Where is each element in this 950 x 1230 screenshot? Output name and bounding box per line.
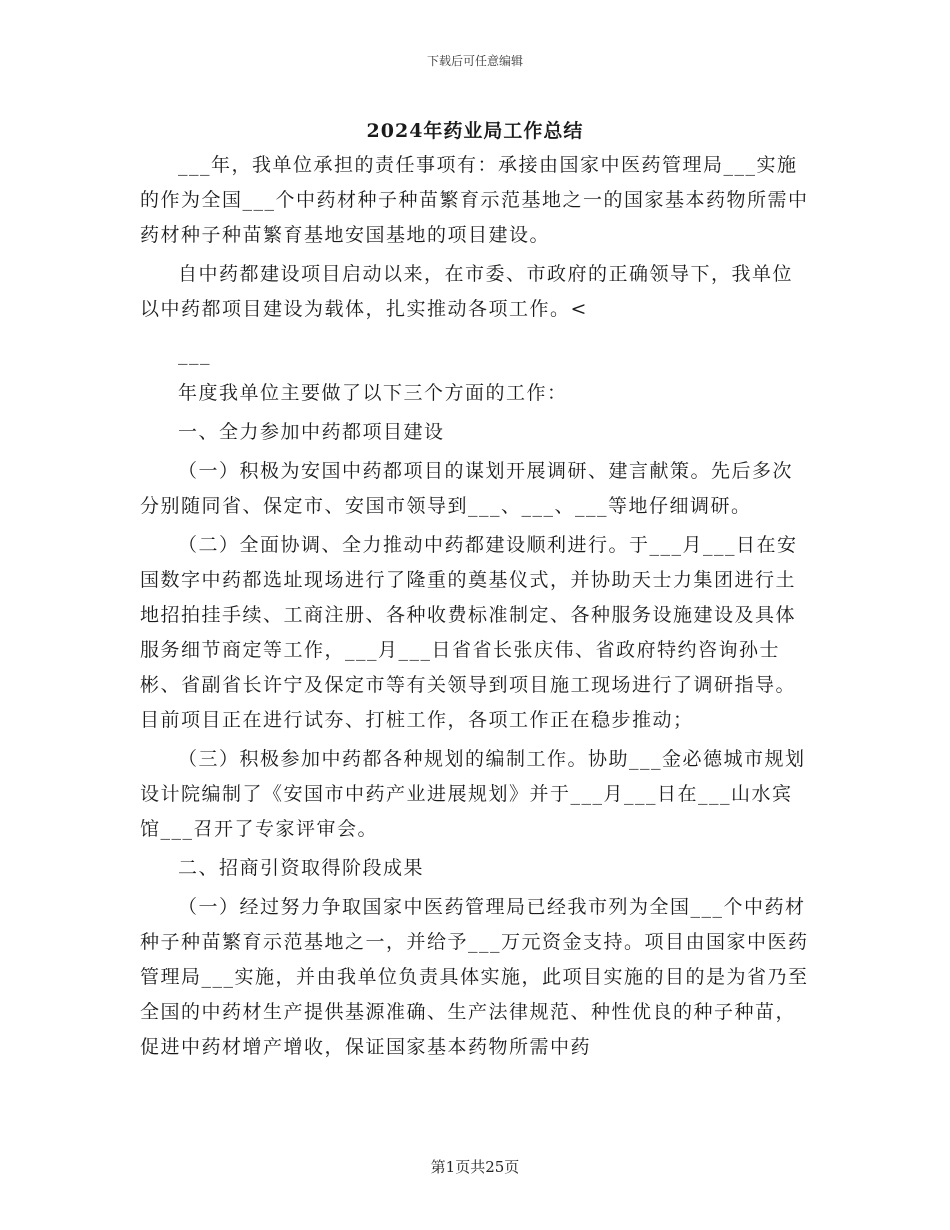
page-header-note: 下载后可任意编辑	[426, 54, 523, 68]
section-heading: 一、全力参加中药都项目建设	[178, 421, 445, 443]
page-number: 第1页共25页	[430, 1158, 520, 1176]
paragraph: （二）全面协调、全力推动中药都建设顺利进行。于___月___日在安国数字中药都选址现场进行了隆重的奠基仪式，并协助天士力集团进行土地招拍挂手续、工商注册、各种收费标准制定、各种服务设施建设及具体服务细节商定等工作，___月___日省省长张庆伟、省政府特约咨询孙士彬、省副省长许宁及保定市等有关领导到项目施工现场进行了调研指导。目前项目正在进行试夯、打桩工作，各项工作正在稳步推动；	[140, 534, 798, 731]
paragraph: （一）经过努力争取国家中医药管理局已经我市列为全国___个中药材种子种苗繁育示范基地之一，并给予___万元资金支持。项目由国家中医药管理局___实施，并由我单位负责具体实施，此项目实施的目的是为省乃至全国的中药材生产提供基源准确、生产法律规范、种性优良的种子种苗，促进中药材增产增收，保证国家基本药物所需中药	[140, 896, 809, 1058]
paragraph: （三）积极参加中药都各种规划的编制工作。协助___金必德城市规划设计院编制了《安国市中药产业进展规划》并于___月___日在___山水宾馆___召开了专家评审会。	[140, 748, 806, 840]
paragraph: 年度我单位主要做了以下三个方面的工作：	[178, 382, 568, 404]
document-body	[140, 148, 812, 1065]
section-heading: 二、招商引资取得阶段成果	[178, 857, 425, 879]
paragraph: ___年，我单位承担的责任事项有：承接由国家中医药管理局___实施的作为全国___个中药材种子种苗繁育示范基地之一的国家基本药物所需中药材种子种苗繁育基地安国基地的项目建设。	[140, 154, 809, 246]
paragraph: （一）积极为安国中药都项目的谋划开展调研、建言献策。先后多次分别随同省、保定市、安国市领导到___、___、___等地仔细调研。	[140, 460, 794, 517]
document-title: 2024年药业局工作总结	[366, 120, 584, 142]
paragraph: ___	[178, 343, 211, 365]
paragraph: 自中药都建设项目启动以来，在市委、市政府的正确领导下，我单位以中药都项目建设为载体，扎实推动各项工作。<	[140, 263, 794, 320]
